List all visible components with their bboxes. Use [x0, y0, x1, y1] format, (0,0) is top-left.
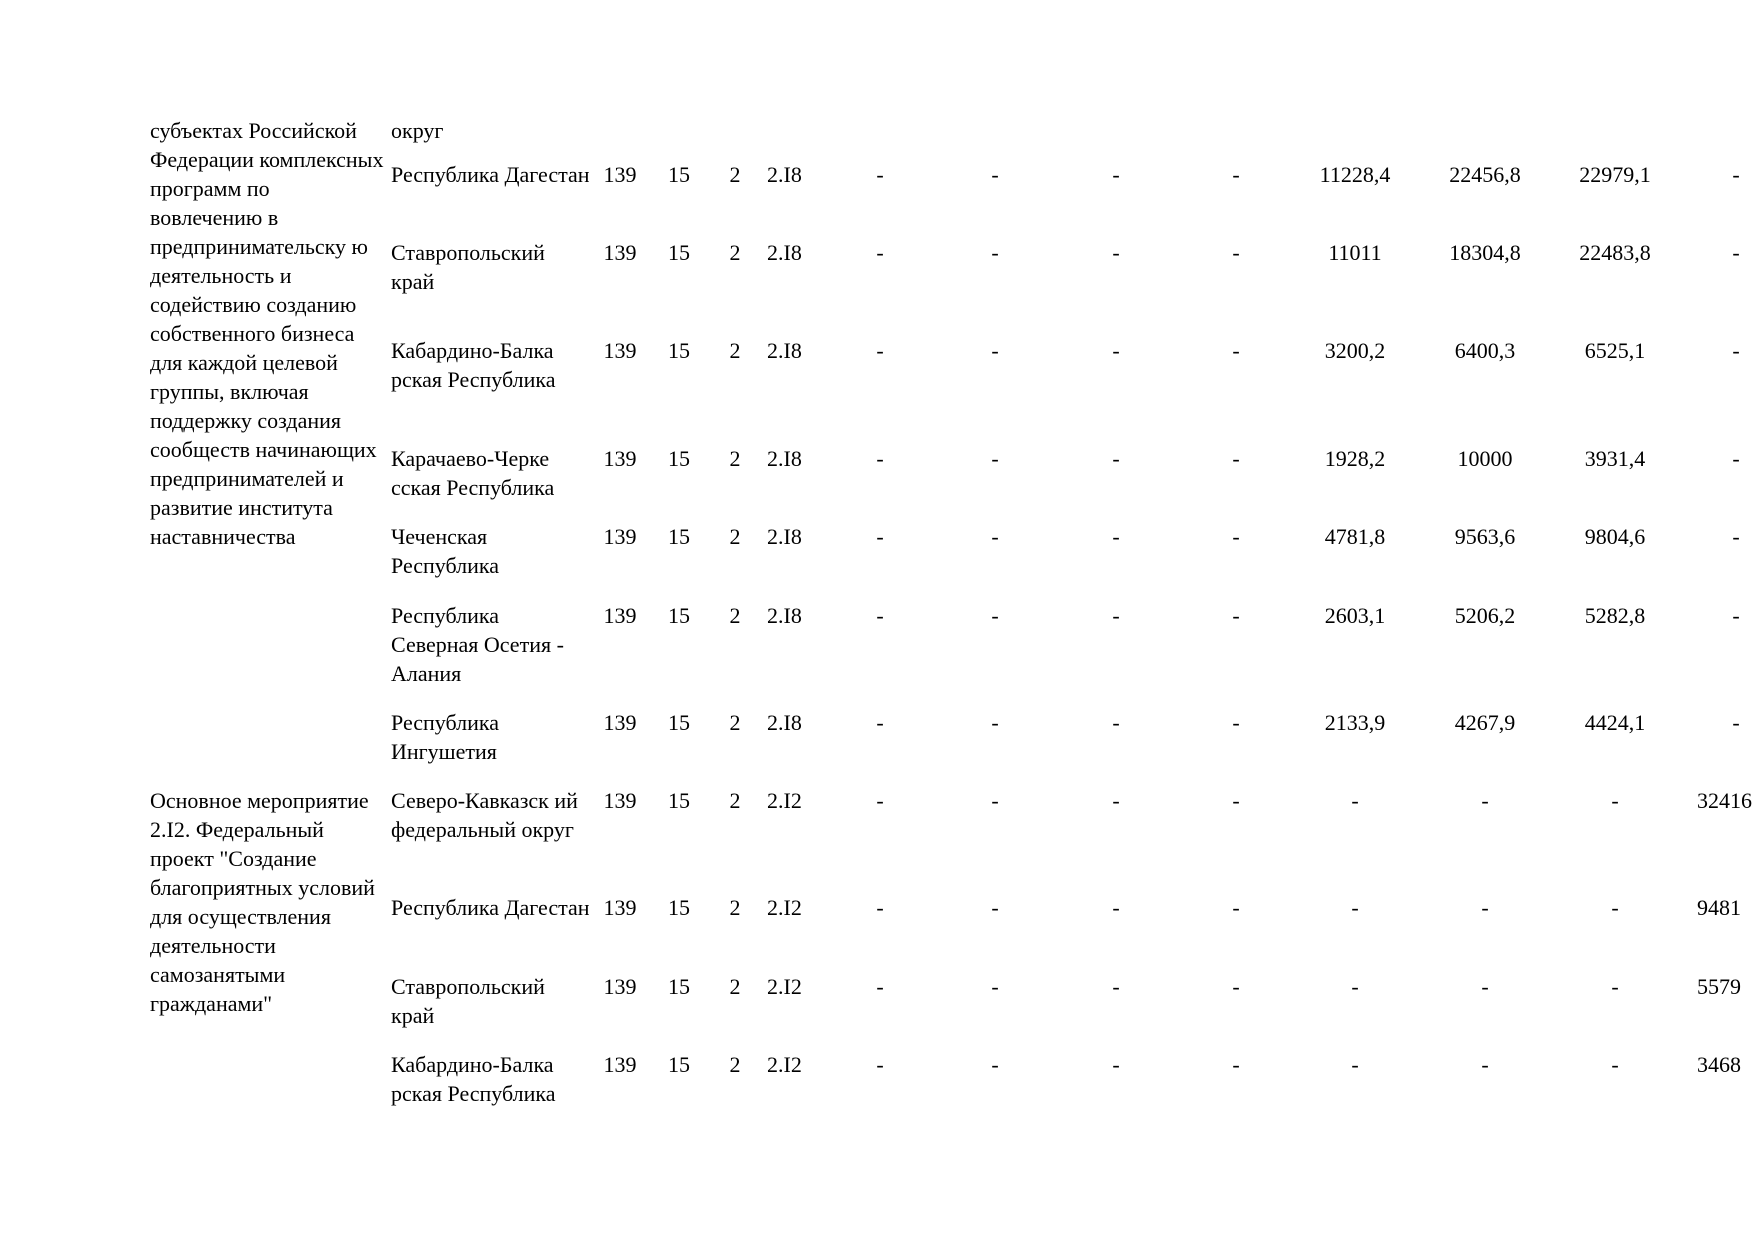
cell-value: -	[1232, 162, 1240, 187]
cell-value: -	[991, 974, 999, 999]
cell-value: -	[1732, 240, 1740, 265]
cell-value: -	[1611, 1052, 1619, 1077]
cell-om: 2	[729, 974, 741, 999]
cell-value: 5206,2	[1454, 603, 1516, 628]
cell-pp: 15	[668, 446, 690, 471]
cell-gp: 139	[603, 240, 637, 265]
region-name: Чеченская Республика	[391, 524, 500, 578]
cell-gp: 139	[603, 338, 637, 363]
cell-value: -	[1732, 446, 1740, 471]
cell-value: -	[991, 1052, 999, 1077]
cell-gp: 139	[603, 895, 637, 920]
cell-value: 32416	[1697, 788, 1752, 813]
cell-pp: 15	[668, 788, 690, 813]
cell-value: -	[876, 162, 884, 187]
cell-value: -	[1351, 974, 1359, 999]
cell-value: -	[1232, 895, 1240, 920]
cell-value: -	[1232, 788, 1240, 813]
cell-value: 3468	[1697, 1052, 1741, 1077]
cell-value: 22483,8	[1579, 240, 1651, 265]
cell-value: 6525,1	[1584, 338, 1646, 363]
cell-code: 2.I8	[767, 524, 802, 549]
cell-code: 2.I8	[767, 446, 802, 471]
cell-om: 2	[729, 1052, 741, 1077]
cell-value: -	[1351, 895, 1359, 920]
cell-pp: 15	[668, 603, 690, 628]
cell-value: -	[1232, 338, 1240, 363]
cell-value: 2133,9	[1324, 710, 1386, 735]
cell-code: 2.I8	[767, 603, 802, 628]
cell-value: -	[876, 524, 884, 549]
cell-value: 3931,4	[1584, 446, 1646, 471]
cell-code: 2.I2	[767, 1052, 802, 1077]
cell-value: -	[1112, 446, 1120, 471]
cell-pp: 15	[668, 710, 690, 735]
cell-value: 5579	[1697, 974, 1741, 999]
cell-value: -	[876, 446, 884, 471]
region-name: Кабардино-Балка рская Республика	[391, 338, 556, 392]
cell-value: -	[1732, 710, 1740, 735]
cell-value: -	[1481, 895, 1489, 920]
region-name: Карачаево-Черке сская Республика	[391, 446, 555, 500]
cell-value: -	[1112, 974, 1120, 999]
region-name: Кабардино-Балка рская Республика	[391, 1052, 556, 1106]
cell-value: -	[991, 710, 999, 735]
cell-value: -	[1611, 974, 1619, 999]
region-name: Северо-Кавказск ий федеральный округ	[391, 788, 578, 842]
cell-pp: 15	[668, 240, 690, 265]
cell-om: 2	[729, 240, 741, 265]
cell-value: -	[1112, 162, 1120, 187]
cell-value: -	[1732, 338, 1740, 363]
cell-value: -	[1232, 240, 1240, 265]
cell-value: 4267,9	[1454, 710, 1516, 735]
cell-value: -	[1232, 710, 1240, 735]
measure-description-continuation: субъектах Российской Федерации комплексных программ по вовлечению в предпринимательску ю деятельность и содействию созданию собственного бизнеса для каждой целевой группы, включая поддержку создания сообществ начинающих предпринимателей и развитие института наставничества	[150, 118, 384, 549]
cell-value: -	[1232, 446, 1240, 471]
cell-value: 5282,8	[1584, 603, 1646, 628]
cell-gp: 139	[603, 162, 637, 187]
cell-value: -	[1112, 338, 1120, 363]
cell-gp: 139	[603, 788, 637, 813]
cell-value: -	[876, 895, 884, 920]
cell-value: -	[1232, 974, 1240, 999]
cell-om: 2	[729, 788, 741, 813]
cell-gp: 139	[603, 603, 637, 628]
cell-value: -	[1732, 162, 1740, 187]
cell-gp: 139	[603, 1052, 637, 1077]
cell-code: 2.I8	[767, 162, 802, 187]
cell-value: -	[876, 974, 884, 999]
cell-value: -	[991, 603, 999, 628]
cell-code: 2.I8	[767, 710, 802, 735]
cell-value: 3200,2	[1324, 338, 1386, 363]
cell-value: -	[991, 524, 999, 549]
cell-value: -	[991, 162, 999, 187]
cell-value: -	[876, 338, 884, 363]
cell-om: 2	[729, 338, 741, 363]
measure-description: Основное мероприятие 2.I2. Федеральный проект "Создание благоприятных условий для осуществления деятельности самозанятыми гражданами"	[150, 788, 375, 1016]
cell-value: 6400,3	[1454, 338, 1516, 363]
cell-value: -	[876, 1052, 884, 1077]
cell-value: 4424,1	[1584, 710, 1646, 735]
cell-value: -	[1351, 788, 1359, 813]
cell-value: 10000	[1457, 446, 1513, 471]
cell-pp: 15	[668, 974, 690, 999]
cell-gp: 139	[603, 524, 637, 549]
cell-value: -	[1112, 240, 1120, 265]
cell-value: 11228,4	[1319, 162, 1391, 187]
cell-value: -	[1481, 788, 1489, 813]
cell-pp: 15	[668, 338, 690, 363]
cell-om: 2	[729, 895, 741, 920]
cell-gp: 139	[603, 974, 637, 999]
cell-value: -	[1112, 895, 1120, 920]
cell-om: 2	[729, 710, 741, 735]
region-name: Ставропольский край	[391, 974, 545, 1028]
cell-value: 1928,2	[1324, 446, 1386, 471]
cell-value: 18304,8	[1449, 240, 1521, 265]
cell-pp: 15	[668, 162, 690, 187]
cell-pp: 15	[668, 1052, 690, 1077]
cell-value: 9804,6	[1584, 524, 1646, 549]
cell-om: 2	[729, 603, 741, 628]
cell-value: -	[876, 710, 884, 735]
cell-value: -	[1732, 603, 1740, 628]
cell-code: 2.I8	[767, 240, 802, 265]
cell-code: 2.I2	[767, 788, 802, 813]
cell-pp: 15	[668, 895, 690, 920]
region-continuation: округ	[391, 118, 444, 143]
cell-value: -	[1611, 788, 1619, 813]
cell-om: 2	[729, 162, 741, 187]
cell-om: 2	[729, 524, 741, 549]
cell-value: -	[1232, 524, 1240, 549]
cell-value: -	[1112, 603, 1120, 628]
cell-pp: 15	[668, 524, 690, 549]
region-name: Республика Северная Осетия - Алания	[391, 603, 564, 686]
cell-gp: 139	[603, 446, 637, 471]
cell-value: -	[876, 603, 884, 628]
cell-value: -	[1481, 1052, 1489, 1077]
cell-value: -	[1732, 524, 1740, 549]
cell-value: 9481	[1697, 895, 1741, 920]
cell-code: 2.I2	[767, 974, 802, 999]
cell-value: -	[1232, 603, 1240, 628]
cell-value: -	[1112, 524, 1120, 549]
cell-value: -	[991, 446, 999, 471]
cell-value: -	[1481, 974, 1489, 999]
cell-gp: 139	[603, 710, 637, 735]
cell-value: -	[1232, 1052, 1240, 1077]
cell-value: 11011	[1328, 240, 1382, 265]
region-name: Республика Дагестан	[391, 895, 590, 920]
cell-code: 2.I2	[767, 895, 802, 920]
cell-value: -	[991, 338, 999, 363]
cell-value: -	[991, 788, 999, 813]
cell-value: -	[1112, 710, 1120, 735]
cell-value: 22456,8	[1449, 162, 1521, 187]
cell-om: 2	[729, 446, 741, 471]
cell-value: 9563,6	[1454, 524, 1516, 549]
cell-value: 22979,1	[1579, 162, 1651, 187]
cell-code: 2.I8	[767, 338, 802, 363]
cell-value: -	[1112, 1052, 1120, 1077]
cell-value: -	[991, 240, 999, 265]
cell-value: 2603,1	[1324, 603, 1386, 628]
cell-value: -	[1611, 895, 1619, 920]
cell-value: -	[876, 240, 884, 265]
cell-value: -	[1112, 788, 1120, 813]
region-name: Республика Ингушетия	[391, 710, 500, 764]
cell-value: -	[991, 895, 999, 920]
cell-value: -	[1351, 1052, 1359, 1077]
cell-value: -	[876, 788, 884, 813]
region-name: Республика Дагестан	[391, 162, 590, 187]
cell-value: 4781,8	[1324, 524, 1386, 549]
region-name: Ставропольский край	[391, 240, 545, 294]
